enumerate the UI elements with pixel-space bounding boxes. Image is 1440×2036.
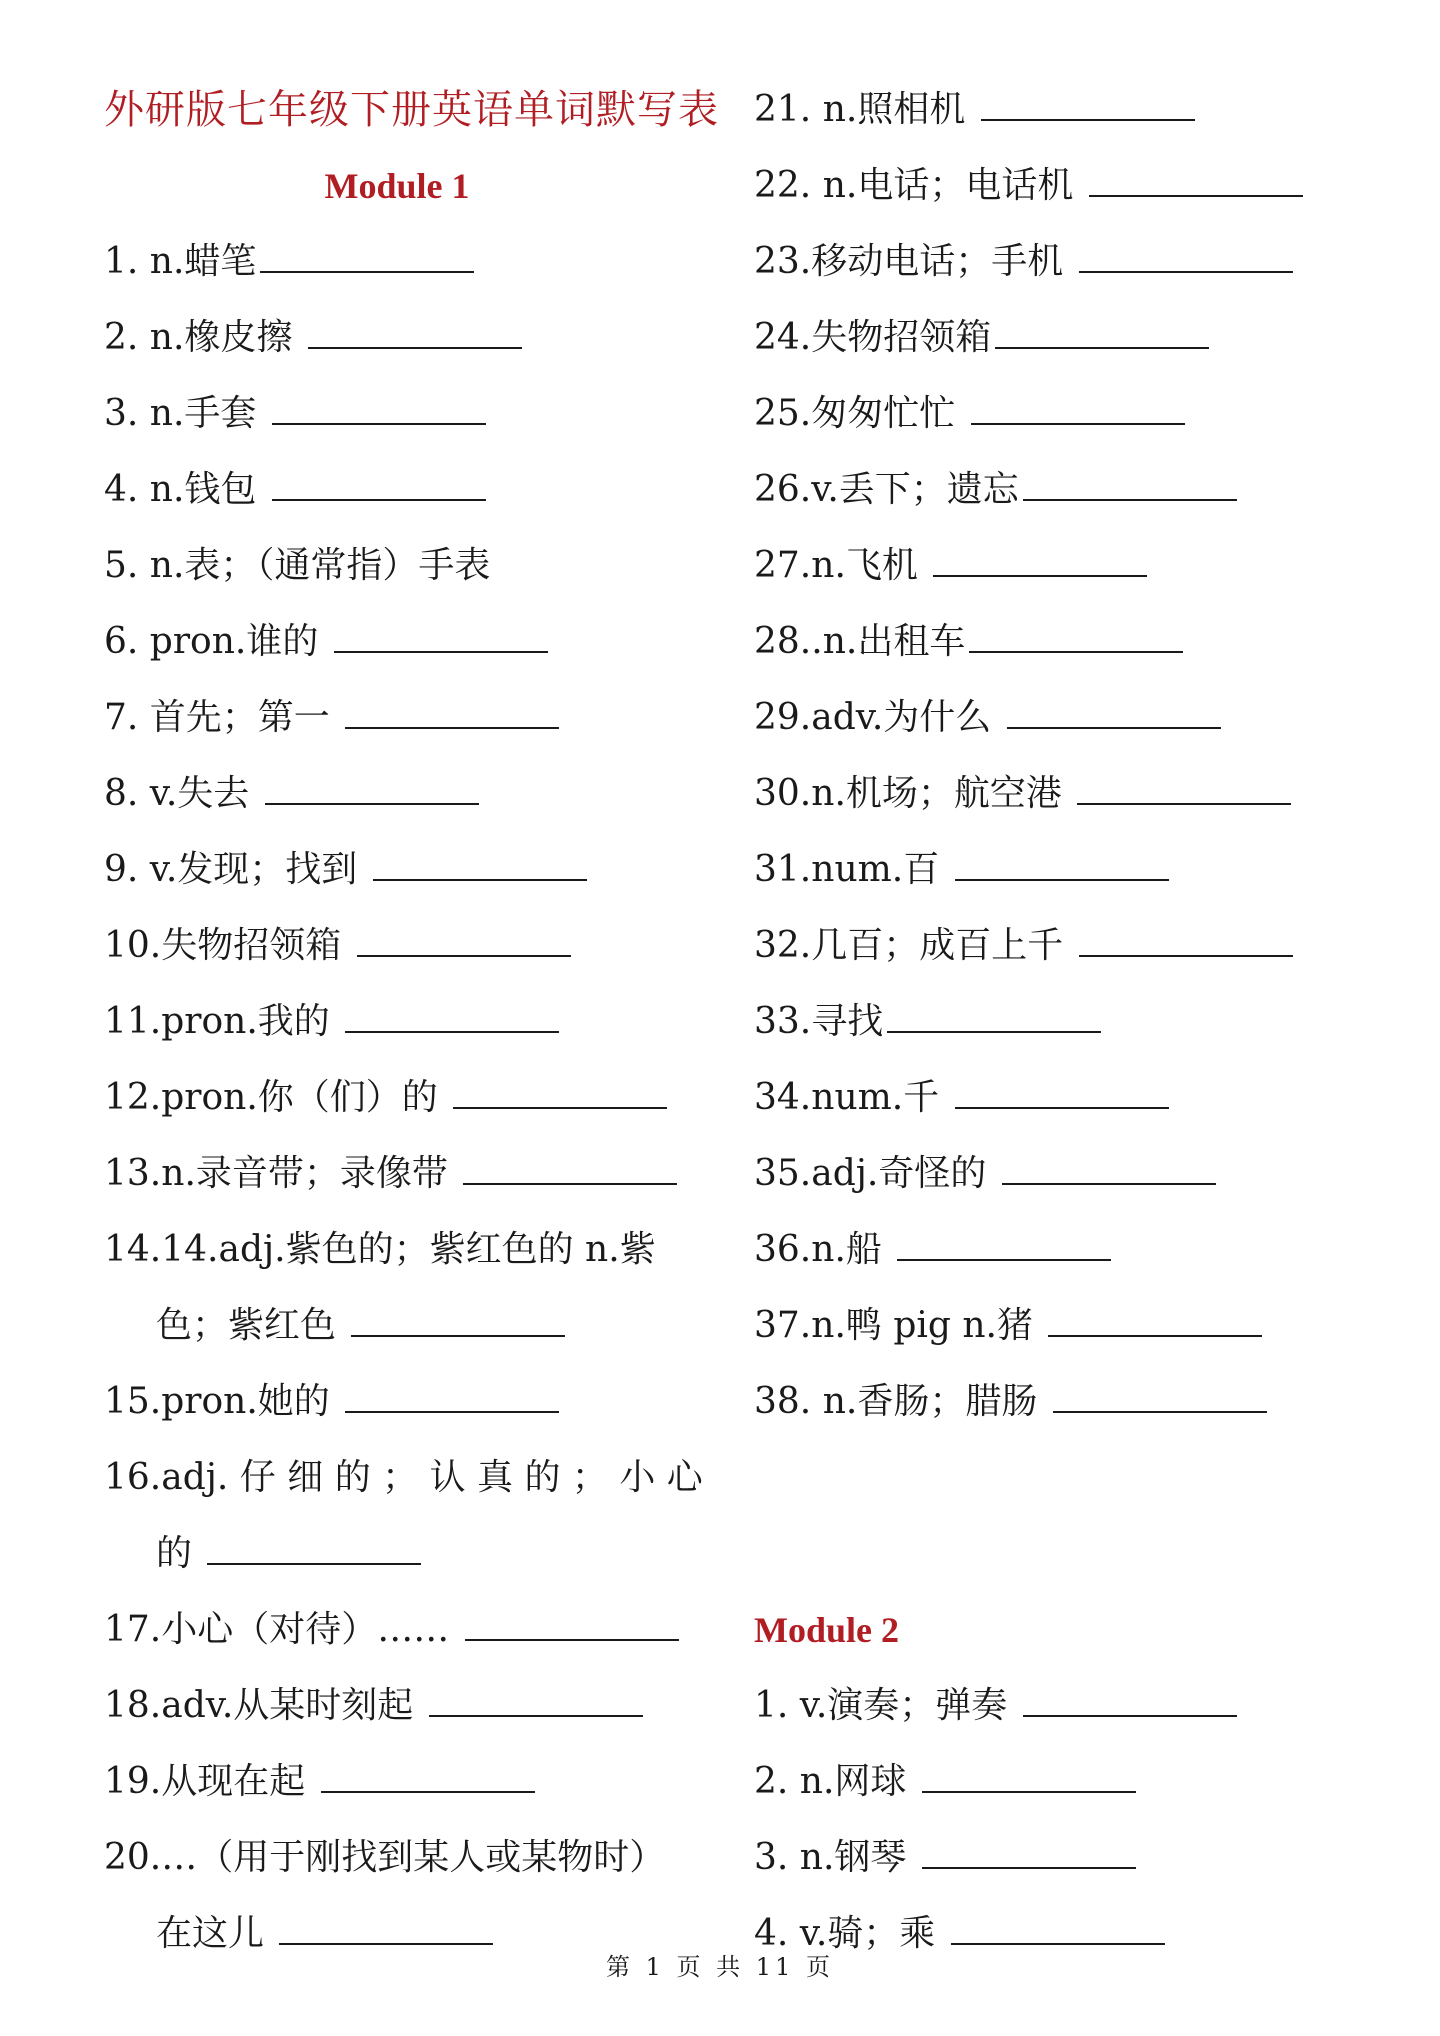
answer-blank[interactable] bbox=[971, 393, 1185, 425]
answer-blank[interactable] bbox=[265, 773, 479, 805]
answer-blank[interactable] bbox=[321, 1761, 535, 1793]
vocab-item: 35.adj.奇怪的 bbox=[754, 1136, 1354, 1212]
vocab-item: 15.pron.她的 bbox=[104, 1364, 704, 1440]
vocab-item: 3. n.手套 bbox=[104, 376, 704, 452]
vocab-item: 37.n.鸭 pig n.猪 bbox=[754, 1288, 1354, 1364]
answer-blank[interactable] bbox=[207, 1533, 421, 1565]
answer-blank[interactable] bbox=[887, 1001, 1101, 1033]
answer-blank[interactable] bbox=[260, 241, 474, 273]
answer-blank[interactable] bbox=[351, 1305, 565, 1337]
answer-blank[interactable] bbox=[463, 1153, 677, 1185]
vocab-item: 1. n.蜡笔 bbox=[104, 224, 704, 300]
vocab-item: 38. n.香肠；腊肠 bbox=[754, 1364, 1354, 1440]
vocab-item: 17.小心（对待）…… bbox=[104, 1592, 704, 1668]
vocab-item: 36.n.船 bbox=[754, 1212, 1354, 1288]
vocab-item: 1. v.演奏；弹奏 bbox=[754, 1668, 1354, 1744]
vocab-item: 8. v.失去 bbox=[104, 756, 704, 832]
vocab-item: 14.14.adj.紫色的；紫红色的 n.紫 bbox=[104, 1229, 656, 1270]
answer-blank[interactable] bbox=[272, 393, 486, 425]
vocab-item: 22. n.电话；电话机 bbox=[754, 148, 1354, 224]
answer-blank[interactable] bbox=[1007, 697, 1221, 729]
answer-blank[interactable] bbox=[279, 1913, 493, 1945]
answer-blank[interactable] bbox=[334, 621, 548, 653]
vocab-item: 32.几百；成百上千 bbox=[754, 908, 1354, 984]
vocab-item: 7. 首先；第一 bbox=[104, 680, 704, 756]
answer-blank[interactable] bbox=[1053, 1381, 1267, 1413]
vocab-item: 10.失物招领箱 bbox=[104, 908, 704, 984]
vocab-item: 19.从现在起 bbox=[104, 1744, 704, 1820]
answer-blank[interactable] bbox=[897, 1229, 1111, 1261]
vocab-item: 31.num.百 bbox=[754, 832, 1354, 908]
answer-blank[interactable] bbox=[981, 89, 1195, 121]
answer-blank[interactable] bbox=[465, 1609, 679, 1641]
page-footer: 第 1 页 共 11 页 bbox=[606, 1953, 834, 1981]
answer-blank[interactable] bbox=[345, 697, 559, 729]
vocab-item: 28..n.出租车 bbox=[754, 604, 1354, 680]
vocab-item: 16.adj. 仔 细 的 ； 认 真 的 ； 小 心 bbox=[104, 1457, 703, 1498]
answer-blank[interactable] bbox=[1048, 1305, 1262, 1337]
vocab-item: 33.寻找 bbox=[754, 984, 1354, 1060]
answer-blank[interactable] bbox=[1077, 773, 1291, 805]
vocab-item: 34.num.千 bbox=[754, 1060, 1354, 1136]
answer-blank[interactable] bbox=[345, 1001, 559, 1033]
answer-blank[interactable] bbox=[922, 1761, 1136, 1793]
vocab-item: 30.n.机场；航空港 bbox=[754, 756, 1354, 832]
vocab-item-continued: 的 bbox=[104, 1516, 704, 1592]
vocab-item: 26.v.丢下；遗忘 bbox=[754, 452, 1354, 528]
vocab-item: 25.匆匆忙忙 bbox=[754, 376, 1354, 452]
vocab-item: 2. n.网球 bbox=[754, 1744, 1354, 1820]
answer-blank[interactable] bbox=[1089, 165, 1303, 197]
answer-blank[interactable] bbox=[453, 1077, 667, 1109]
answer-blank[interactable] bbox=[357, 925, 571, 957]
answer-blank[interactable] bbox=[308, 317, 522, 349]
vocab-item: 5. n.表；（通常指）手表 bbox=[104, 545, 491, 586]
answer-blank[interactable] bbox=[345, 1381, 559, 1413]
answer-blank[interactable] bbox=[1079, 925, 1293, 957]
vocab-item: 9. v.发现；找到 bbox=[104, 832, 704, 908]
module-1-heading: Module 1 bbox=[324, 166, 470, 206]
answer-blank[interactable] bbox=[951, 1913, 1165, 1945]
vocab-item: 13.n.录音带；录像带 bbox=[104, 1136, 704, 1212]
vocab-item-continued: 在这儿 bbox=[104, 1896, 704, 1972]
answer-blank[interactable] bbox=[995, 317, 1209, 349]
vocab-item: 20.…（用于刚找到某人或某物时） bbox=[104, 1837, 666, 1878]
answer-blank[interactable] bbox=[1023, 1685, 1237, 1717]
vocab-item: 24.失物招领箱 bbox=[754, 300, 1354, 376]
answer-blank[interactable] bbox=[272, 469, 486, 501]
vocab-item: 12.pron.你（们）的 bbox=[104, 1060, 704, 1136]
answer-blank[interactable] bbox=[373, 849, 587, 881]
vocab-item: 23.移动电话；手机 bbox=[754, 224, 1354, 300]
vocab-item: 2. n.橡皮擦 bbox=[104, 300, 704, 376]
answer-blank[interactable] bbox=[969, 621, 1183, 653]
answer-blank[interactable] bbox=[1002, 1153, 1216, 1185]
vocab-item: 29.adv.为什么 bbox=[754, 680, 1354, 756]
vocab-item: 3. n.钢琴 bbox=[754, 1820, 1354, 1896]
answer-blank[interactable] bbox=[922, 1837, 1136, 1869]
vocab-item: 4. n.钱包 bbox=[104, 452, 704, 528]
answer-blank[interactable] bbox=[955, 849, 1169, 881]
worksheet-title: 外研版七年级下册英语单词默写表 bbox=[104, 87, 719, 133]
vocab-item: 4. v.骑；乘 bbox=[754, 1896, 1354, 1972]
answer-blank[interactable] bbox=[933, 545, 1147, 577]
vocab-item-continued: 色；紫红色 bbox=[104, 1288, 704, 1364]
answer-blank[interactable] bbox=[955, 1077, 1169, 1109]
answer-blank[interactable] bbox=[1023, 469, 1237, 501]
vocab-item: 11.pron.我的 bbox=[104, 984, 704, 1060]
left-column bbox=[104, 72, 719, 1972]
answer-blank[interactable] bbox=[1079, 241, 1293, 273]
vocab-item: 21. n.照相机 bbox=[754, 72, 1354, 148]
right-column bbox=[754, 72, 1354, 1972]
vocab-item: 6. pron.谁的 bbox=[104, 604, 704, 680]
answer-blank[interactable] bbox=[429, 1685, 643, 1717]
vocab-item: 27.n.飞机 bbox=[754, 528, 1354, 604]
vocab-item: 18.adv.从某时刻起 bbox=[104, 1668, 704, 1744]
module-2-heading: Module 2 bbox=[754, 1610, 900, 1650]
